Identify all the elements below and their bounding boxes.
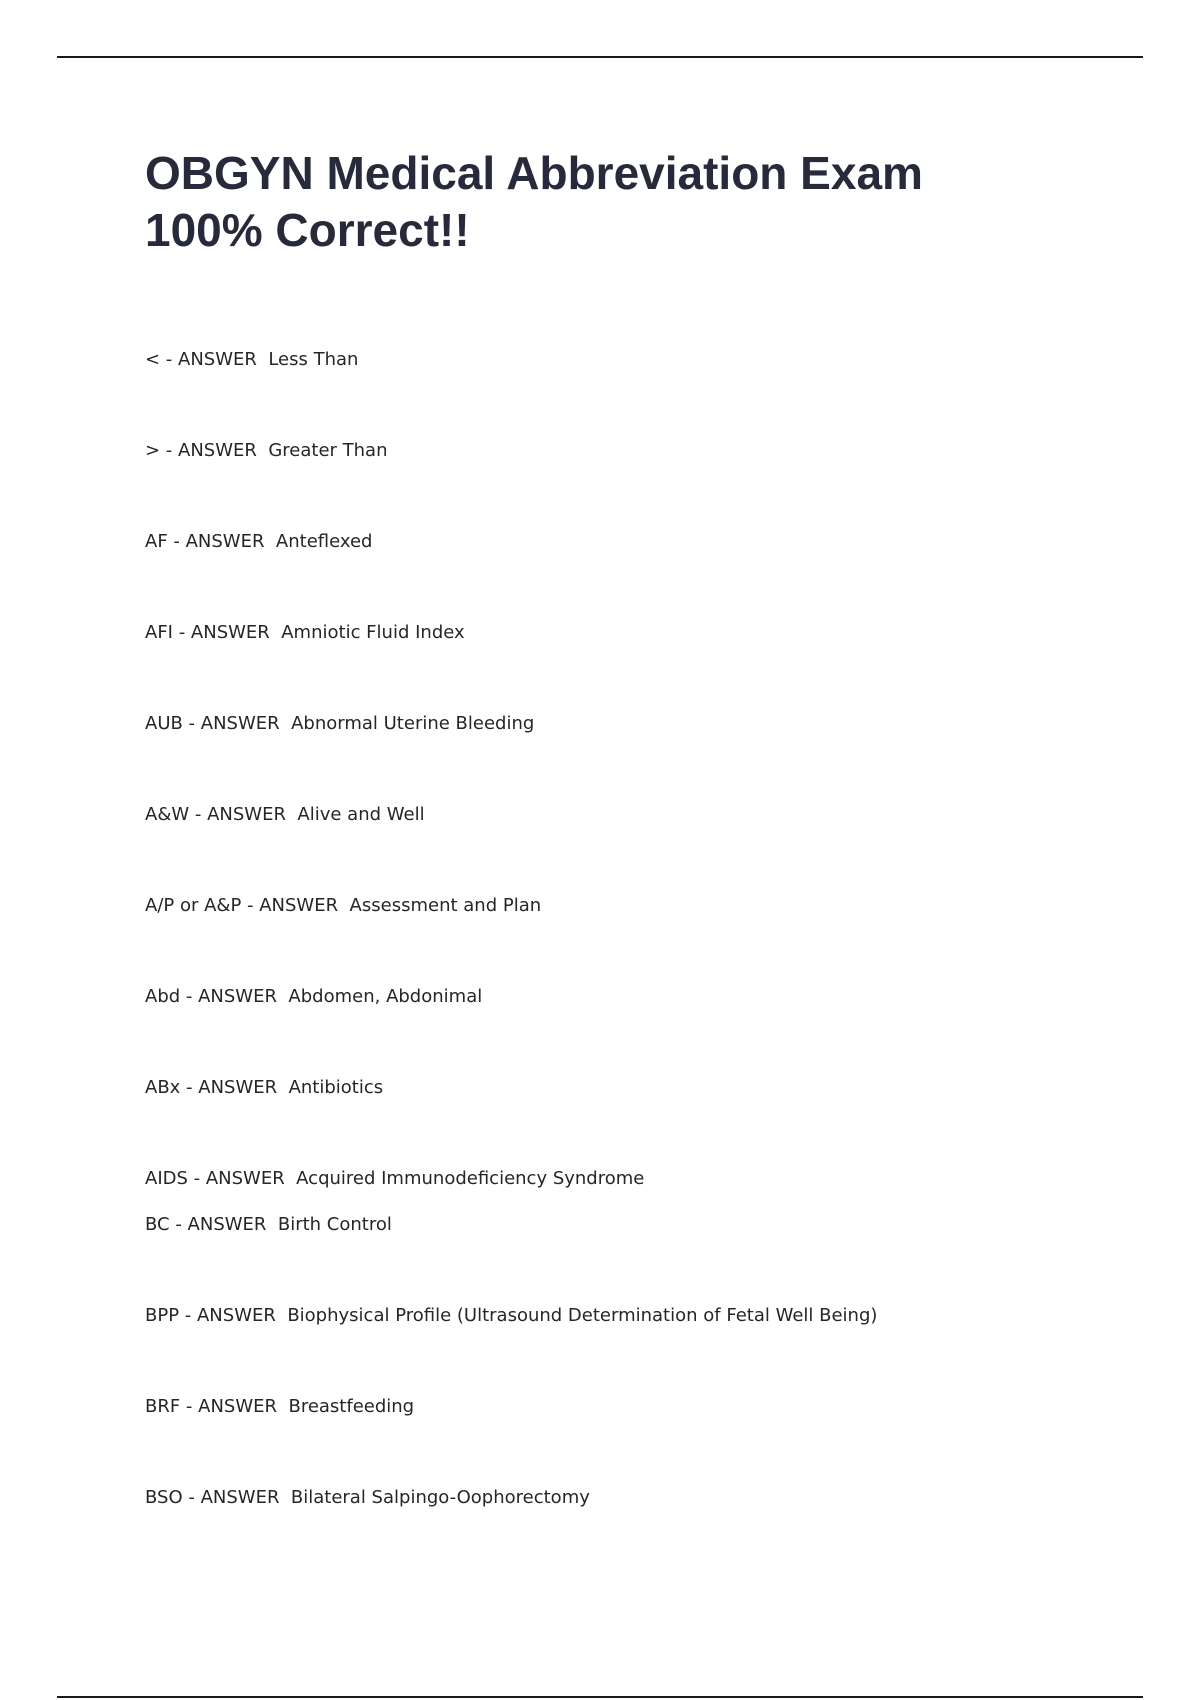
qa-entry: > - ANSWER Greater Than <box>145 440 388 461</box>
qa-entry: BRF - ANSWER Breastfeeding <box>145 1396 415 1417</box>
qa-entry: A&W - ANSWER Alive and Well <box>145 804 425 825</box>
qa-entry: A/P or A&P - ANSWER Assessment and Plan <box>145 895 542 916</box>
qa-entry: ABx - ANSWER Antibiotics <box>145 1077 384 1098</box>
qa-entry: BC - ANSWER Birth Control <box>145 1214 392 1235</box>
qa-entry: Abd - ANSWER Abdomen, Abdonimal <box>145 986 483 1007</box>
qa-entry: AUB - ANSWER Abnormal Uterine Bleeding <box>145 713 535 734</box>
bottom-divider <box>57 1696 1143 1698</box>
qa-entry: BPP - ANSWER Biophysical Profile (Ultrasound Determination of Fetal Well Being) <box>145 1305 878 1326</box>
document-title: OBGYN Medical Abbreviation Exam 100% Correct!! <box>145 147 923 256</box>
top-divider <box>57 56 1143 58</box>
qa-entry: AFI - ANSWER Amniotic Fluid Index <box>145 622 465 643</box>
qa-entry: < - ANSWER Less Than <box>145 349 359 370</box>
qa-entry: BSO - ANSWER Bilateral Salpingo-Oophorectomy <box>145 1487 590 1508</box>
qa-entry: AIDS - ANSWER Acquired Immunodeficiency Syndrome <box>145 1168 645 1189</box>
qa-entry: AF - ANSWER Anteflexed <box>145 531 373 552</box>
